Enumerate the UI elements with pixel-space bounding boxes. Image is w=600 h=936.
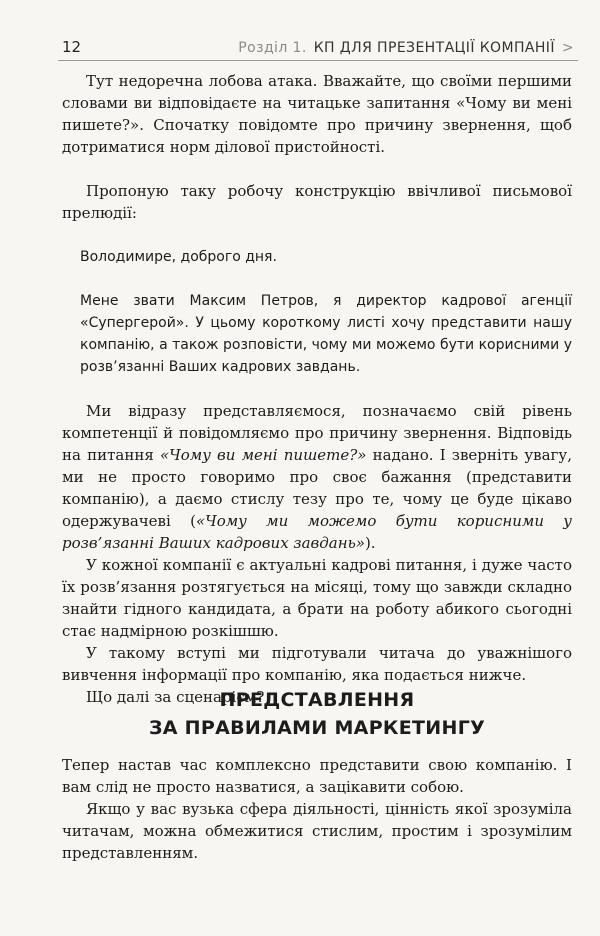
quote-why-writing: «Чому ви мені пишете?»	[159, 446, 367, 464]
paragraph-4: У кожної компанії є актуальні кадрові питання, і дуже часто їх розв’язання розтягується на місяці, тому що завжди складно знайти гідного кандидата, а брати на роботу абикого сьогодні стає надмірною розкішшю.	[62, 556, 572, 640]
example-letter	[62, 246, 572, 378]
page-number: 12	[62, 38, 82, 56]
paragraph-6: Що далі за сценарієм?	[86, 688, 265, 706]
section-heading	[62, 686, 572, 742]
example-intro: Мене звати Максим Петров, я директор кадрової агенції «Супергерой». У цьому короткому листі хочу представити нашу компанію, а також розповісти, чому ми можемо бути корисними у розв’язанні Ваших кадрових завдань.	[80, 293, 572, 375]
section-heading-line-1: ПРЕДСТАВЛЕННЯ	[219, 689, 415, 711]
chapter-title: КП ДЛЯ ПРЕЗЕНТАЦІЇ КОМПАНІЇ	[313, 40, 555, 56]
header-rule	[58, 60, 578, 61]
paragraph-5: У такому вступі ми підготували читача до уважнішого вивчення інформації про компанію, яка подається нижче.	[62, 644, 572, 684]
chevron-right-icon: >	[561, 40, 574, 56]
main-text	[62, 70, 572, 708]
section-text	[62, 754, 572, 864]
paragraph-2: Пропоную таку робочу конструкцію ввічливої письмової прелюдії:	[62, 182, 572, 222]
paragraph-1: Тут недоречна лобова атака. Вважайте, що своїми першими словами ви відповідаєте на читацьке запитання «Чому ви мені пишете?». Спочатку повідомте про причину звернення, щоб дотриматися норм ділової пристойності.	[62, 72, 572, 156]
chapter-label: Розділ 1.	[238, 40, 307, 56]
running-title	[238, 40, 574, 56]
running-header	[62, 32, 574, 56]
section-paragraph-2: Якщо у вас вузька сфера діяльності, цінність якої зрозуміла читачам, можна обмежитися стислим, простим і зрозумілим представленням.	[62, 800, 572, 862]
quote-why-useful: «Чому ми можемо бути корисними у розв’язанні Ваших кадрових завдань»	[62, 512, 572, 552]
example-greeting: Володимире, доброго дня.	[80, 249, 277, 265]
section-heading-line-2: ЗА ПРАВИЛАМИ МАРКЕТИНГУ	[148, 717, 486, 739]
section-paragraph-1: Тепер настав час комплексно представити свою компанію. І вам слід не просто назватися, а зацікавити собою.	[62, 756, 572, 796]
paragraph-3: Ми відразу представляємося, позначаємо свій рівень компетенції й повідомляємо про причину звернення. Відповідь на питання «Чому ви мені пишете?» надано. І зверніть увагу, ми не просто говоримо про своє бажання (представити компанію), а даємо стислу тезу про те, чому це буде цікаво одержувачеві («Чому ми можемо бути корисними у розв’язанні Ваших кадрових завдань»).	[62, 402, 572, 552]
